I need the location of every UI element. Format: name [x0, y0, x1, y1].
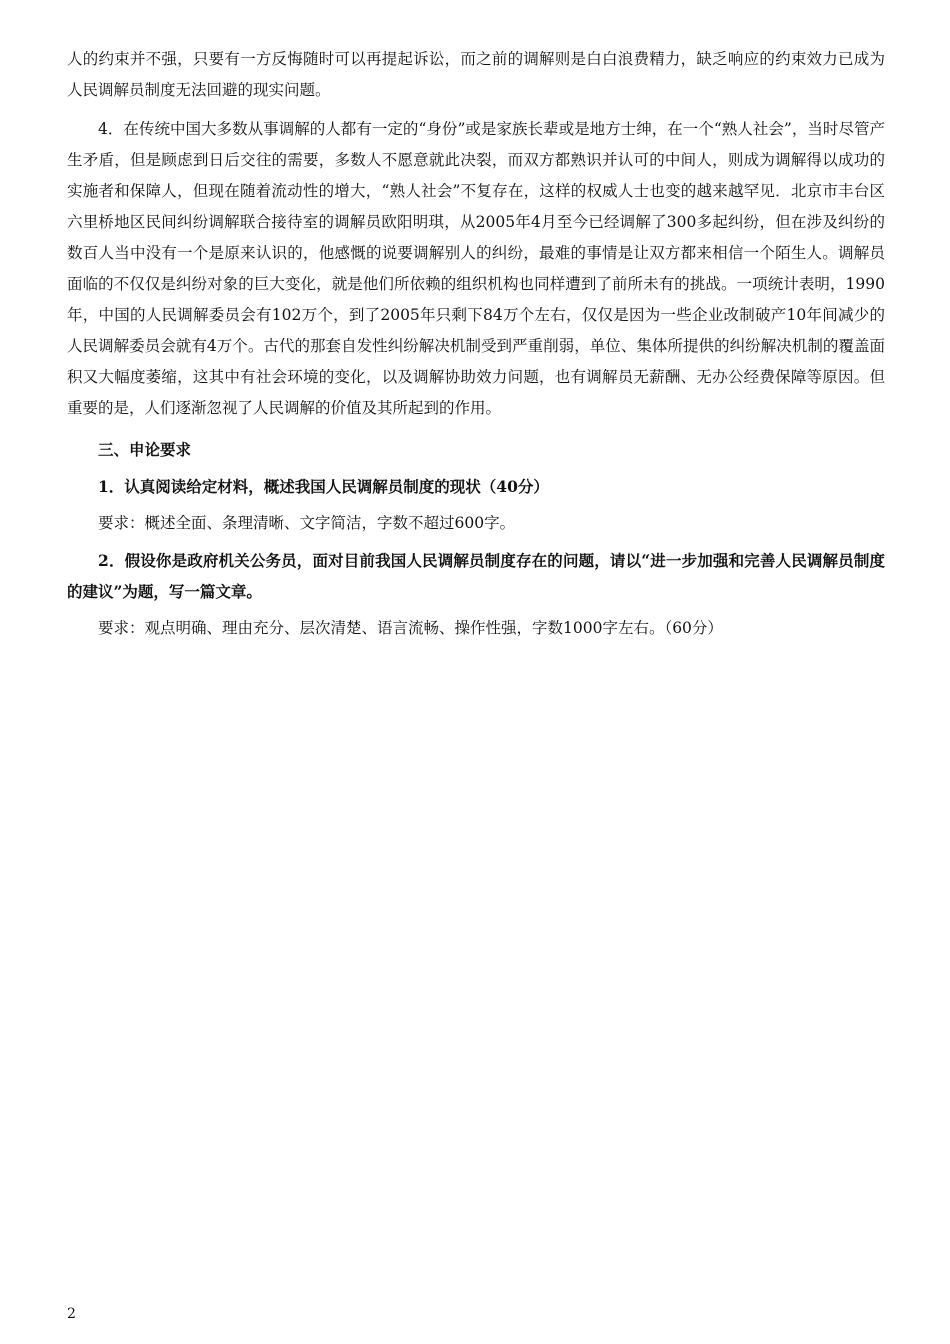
requirement-2: 要求：观点明确、理由充分、层次清楚、语言流畅、操作性强，字数1000字左右。（60分）: [98, 619, 723, 637]
document-body: [67, 44, 885, 644]
question-1: 1．认真阅读给定材料，概述我国人民调解员制度的现状（40分）: [98, 477, 549, 496]
paragraph-continuation: 人的约束并不强，只要有一方反悔随时可以再提起诉讼，而之前的调解则是白白浪费精力，缺乏响应的约束效力已成为人民调解员制度无法回避的现实问题。: [67, 50, 885, 99]
question-2: 2．假设你是政府机关公务员，面对目前我国人民调解员制度存在的问题，请以“进一步加强和完善人民调解员制度的建议”为题，写一篇文章。: [67, 551, 885, 601]
requirement-1: 要求：概述全面、条理清晰、文字简洁，字数不超过600字。: [98, 514, 516, 532]
page-number: 2: [67, 1306, 76, 1322]
section-heading: 三、申论要求: [98, 440, 192, 459]
paragraph-4: 4．在传统中国大多数从事调解的人都有一定的“身份”或是家族长辈或是地方士绅，在一个“熟人社会”，当时尽管产生矛盾，但是顾虑到日后交往的需要，多数人不愿意就此决裂，而双方都熟识并认可的中间人，则成为调解得以成功的实施者和保障人，但现在随着流动性的增大，“熟人社会”不复存在，这样的权威人士也变的越来越罕见．北京市丰台区六里桥地区民间纠纷调解联合接待室的调解员欧阳明琪，从2005年4月至今已经调解了300多起纠纷，但在涉及纠纷的数百人当中没有一个是原来认识的，他感慨的说要调解别人的纠纷，最难的事情是让双方都来相信一个陌生人。调解员面临的不仅仅是纠纷对象的巨大变化，就是他们所依赖的组织机构也同样遭到了前所未有的挑战。一项统计表明，1990年，中国的人民调解委员会有102万个，到了2005年只剩下84万个左右，仅仅是因为一些企业改制破产10年间减少的人民调解委员会就有4万个。古代的那套自发性纠纷解决机制受到严重削弱，单位、集体所提供的纠纷解决机制的覆盖面积又大幅度萎缩，这其中有社会环境的变化，以及调解协助效力问题，也有调解员无薪酬、无办公经费保障等原因。但重要的是，人们逐渐忽视了人民调解的价值及其所起到的作用。: [67, 120, 885, 417]
